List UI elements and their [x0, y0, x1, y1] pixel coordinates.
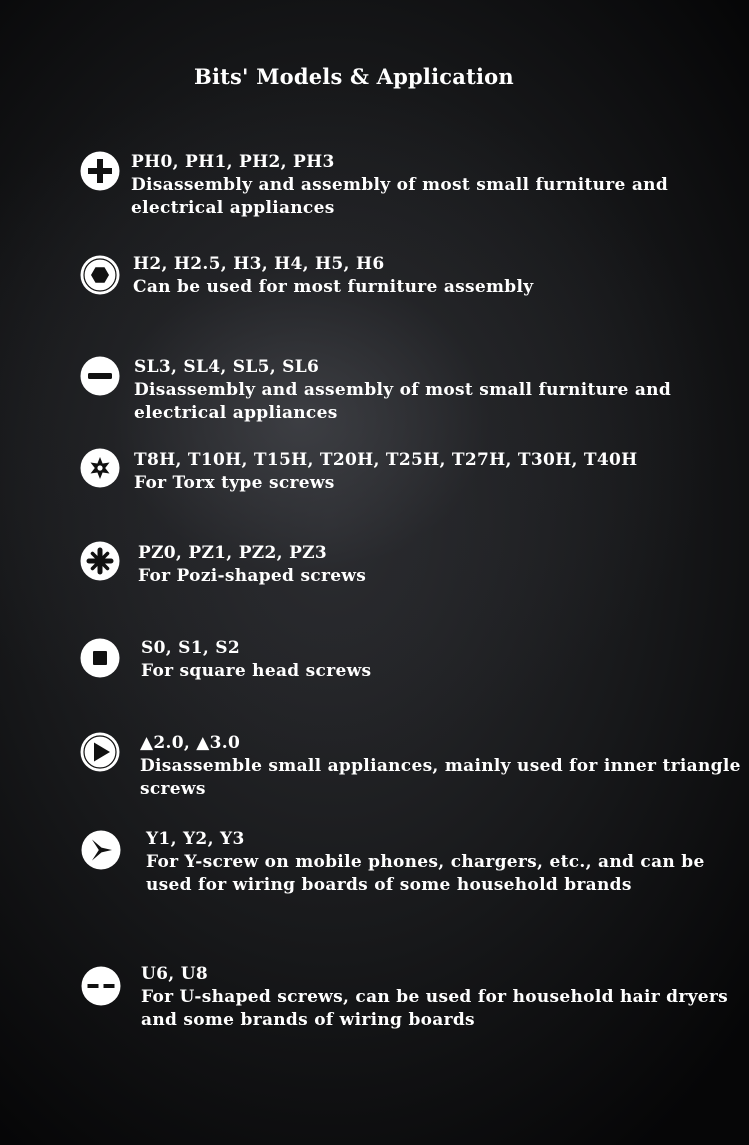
torx-icon: [80, 448, 120, 488]
bit-description: For Torx type screws: [134, 473, 335, 493]
bit-models: ▲2.0, ▲3.0: [140, 733, 241, 753]
bit-models: H2, H2.5, H3, H4, H5, H6: [133, 254, 385, 274]
bit-models: U6, U8: [141, 964, 208, 984]
hex-icon: [80, 255, 120, 295]
phillips-icon: [80, 151, 120, 191]
triangle-icon: [80, 732, 120, 772]
bit-description: Disassembly and assembly of most small furniture and electrical appliances: [134, 380, 672, 423]
page-title: Bits' Models & Application: [194, 64, 514, 89]
slotted-icon: [80, 356, 120, 396]
bit-description: Disassembly and assembly of most small furniture and electrical appliances: [131, 175, 669, 218]
bit-models: S0, S1, S2: [141, 638, 240, 658]
bit-models: PH0, PH1, PH2, PH3: [131, 152, 335, 172]
bit-models: Y1, Y2, Y3: [146, 829, 245, 849]
bit-description: For Y-screw on mobile phones, chargers, etc., and can be used for wiring boards of some household brands: [146, 852, 705, 895]
bit-models: SL3, SL4, SL5, SL6: [134, 357, 320, 377]
pozi-icon: [80, 541, 120, 581]
bit-description: Disassemble small appliances, mainly used for inner triangle screws: [140, 756, 741, 799]
bit-description: Can be used for most furniture assembly: [133, 277, 534, 297]
y-screw-icon: [81, 830, 121, 870]
u-shaped-icon: [81, 966, 121, 1006]
bit-description: For Pozi-shaped screws: [138, 566, 367, 586]
bit-models: T8H, T10H, T15H, T20H, T25H, T27H, T30H, T40H: [134, 450, 638, 470]
bit-description: For square head screws: [141, 661, 372, 681]
bit-models: PZ0, PZ1, PZ2, PZ3: [138, 543, 327, 563]
square-icon: [80, 638, 120, 678]
bit-description: For U-shaped screws, can be used for household hair dryers and some brands of wiring boards: [141, 987, 729, 1030]
